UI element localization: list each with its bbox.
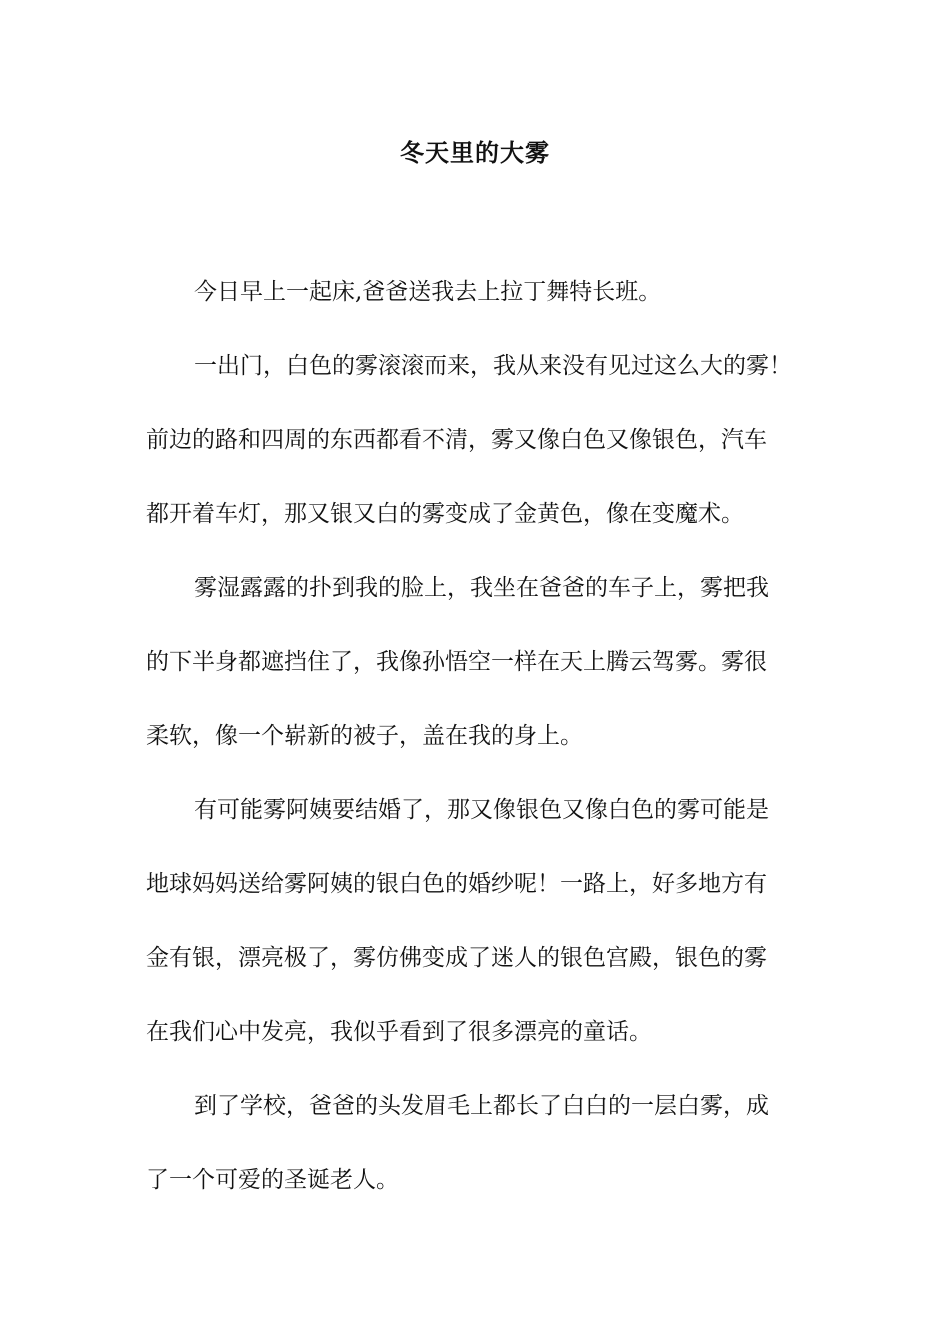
paragraph-line: 柔软，像一个崭新的被子，盖在我的身上。: [146, 723, 583, 749]
paragraph-line: 雾湿露露的扑到我的脸上，我坐在爸爸的车子上，雾把我: [194, 575, 769, 601]
paragraph-line: 地球妈妈送给雾阿姨的银白色的婚纱呢！一路上，好多地方有: [146, 871, 767, 897]
paragraph-line: 在我们心中发亮，我似乎看到了很多漂亮的童话。: [146, 1019, 652, 1045]
paragraph-line: 今日早上一起床,爸爸送我去上拉丁舞特长班。: [194, 279, 662, 305]
paragraph-line: 都开着车灯，那又银又白的雾变成了金黄色，像在变魔术。: [146, 501, 744, 527]
paragraph-line: 到了学校，爸爸的头发眉毛上都长了白白的一层白雾，成: [194, 1093, 769, 1119]
paragraph-1: [146, 255, 806, 329]
paragraph-3: [146, 551, 806, 773]
document-body: [146, 255, 806, 1217]
paragraph-line: 的下半身都遮挡住了，我像孙悟空一样在天上腾云驾雾。雾很: [146, 649, 767, 675]
paragraph-line: 前边的路和四周的东西都看不清，雾又像白色又像银色，汽车: [146, 427, 767, 453]
paragraph-line: 了一个可爱的圣诞老人。: [146, 1167, 399, 1193]
paragraph-line: 金有银，漂亮极了，雾仿佛变成了迷人的银色宫殿，银色的雾: [146, 945, 767, 971]
paragraph-2: [146, 329, 806, 551]
paragraph-line: 有可能雾阿姨要结婚了，那又像银色又像白色的雾可能是: [194, 797, 769, 823]
page-title: 冬天里的大雾: [400, 138, 550, 167]
paragraph-4: [146, 773, 806, 1069]
paragraph-5: [146, 1069, 806, 1217]
paragraph-line: 一出门，白色的雾滚滚而来，我从来没有见过这么大的雾！: [194, 353, 792, 379]
